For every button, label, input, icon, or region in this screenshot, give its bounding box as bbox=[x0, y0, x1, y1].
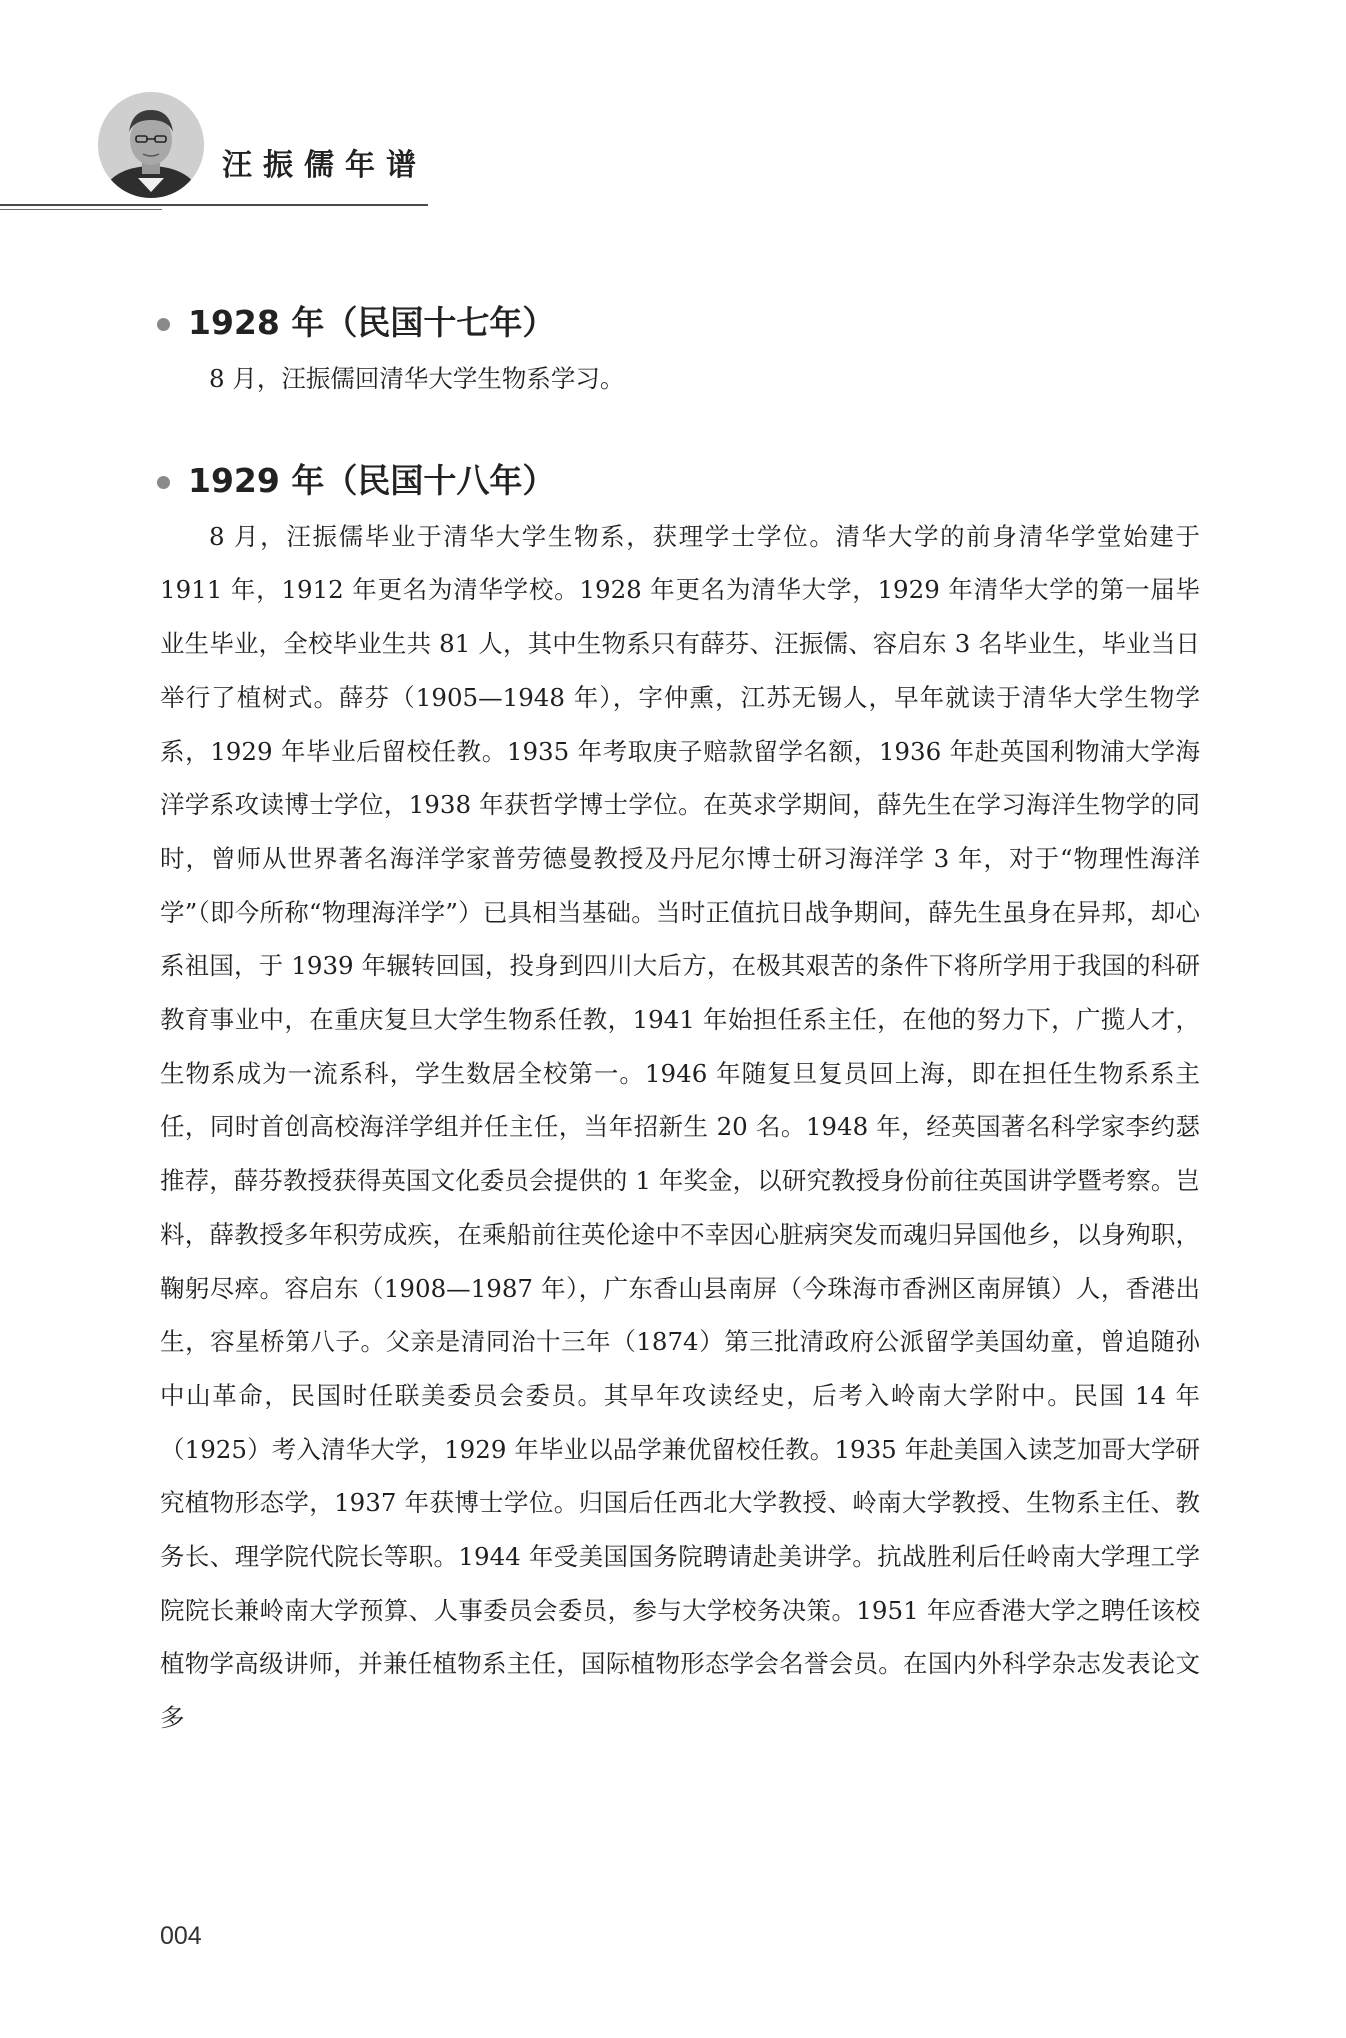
portrait-photo-image bbox=[98, 92, 204, 198]
bullet-dot-icon bbox=[157, 476, 170, 489]
book-title: 汪振儒年谱 bbox=[222, 148, 427, 183]
header-rule bbox=[0, 204, 430, 210]
page-number: 004 bbox=[160, 1922, 202, 1950]
header-rule-thin bbox=[0, 209, 162, 210]
year-section-1929 bbox=[160, 458, 1200, 1745]
year-heading-text: 1928 年（民国十七年） bbox=[188, 303, 556, 342]
bullet-dot-icon bbox=[157, 318, 170, 331]
year-heading bbox=[160, 458, 1200, 504]
running-header bbox=[0, 0, 1346, 240]
portrait-photo bbox=[98, 92, 204, 198]
year-heading-text: 1929 年（民国十八年） bbox=[188, 460, 556, 500]
year-paragraph: 8 月，汪振儒毕业于清华大学生物系，获理学士学位。清华大学的前身清华学堂始建于 1911 年，1912 年更名为清华学校。1928 年更名为清华大学，1929 年清华大学的第一届毕业生毕业，全校毕业生共 81 人，其中生物系只有薛芬、汪振儒、容启东 3 名毕业生，毕业当日举行了植树式。薛芬（1905—1948 年），字仲熏，江苏无锡人，早年就读于清华大学生物学系，1929 年毕业后留校任教。1935 年考取庚子赔款留学名额，1936 年赴英国利物浦大学海洋学系攻读博士学位，1938 年获哲学博士学位。在英求学期间，薛先生在学习海洋生物学的同时，曾师从世界著名海洋学家普劳德曼教授及丹尼尔博士研习海洋学 3 年，对于“物理性海洋学”（即今所称“物理海洋学”）已具相当基础。当时正值抗日战争期间，薛先生虽身在异邦，却心系祖国，于 1939 年辗转回国，投身到四川大后方，在极其艰苦的条件下将所学用于我国的科研教育事业中，在重庆复旦大学生物系任教，1941 年始担任系主任，在他的努力下，广揽人才，生物系成为一流系科，学生数居全校第一。1946 年随复旦复员回上海，即在担任生物系系主任，同时首创高校海洋学组并任主任，当年招新生 20 名。1948 年，经英国著名科学家李约瑟推荐，薛芬教授获得英国文化委员会提供的 1 年奖金，以研究教授身份前往英国讲学暨考察。岂料，薛教授多年积劳成疾，在乘船前往英伦途中不幸因心脏病突发而魂归异国他乡，以身殉职，鞠躬尽瘁。容启东（1908—1987 年），广东香山县南屏（今珠海市香洲区南屏镇）人，香港出生，容星桥第八子。父亲是清同治十三年（1874）第三批清政府公派留学美国幼童，曾追随孙中山革命，民国时任联美委员会委员。其早年攻读经史，后考入岭南大学附中。民国 14 年（1925）考入清华大学，1929 年毕业以品学兼优留校任教。1935 年赴美国入读芝加哥大学研究植物形态学，1937 年获博士学位。归国后任西北大学教授、岭南大学教授、生物系主任、教务长、理学院代院长等职。1944 年受美国国务院聘请赴美讲学。抗战胜利后任岭南大学理工学院院长兼岭南大学预算、人事委员会委员，参与大学校务决策。1951 年应香港大学之聘任该校植物学高级讲师，并兼任植物系主任，国际植物形态学会名誉会员。在国内外科学杂志发表论文多 bbox=[160, 521, 1200, 1733]
year-heading bbox=[160, 300, 1200, 346]
year-paragraph: 8 月，汪振儒回清华大学生物系学习。 bbox=[209, 364, 625, 393]
year-section-1928 bbox=[160, 300, 1200, 406]
main-content bbox=[160, 300, 1200, 1797]
header-rule-thick bbox=[0, 204, 428, 206]
